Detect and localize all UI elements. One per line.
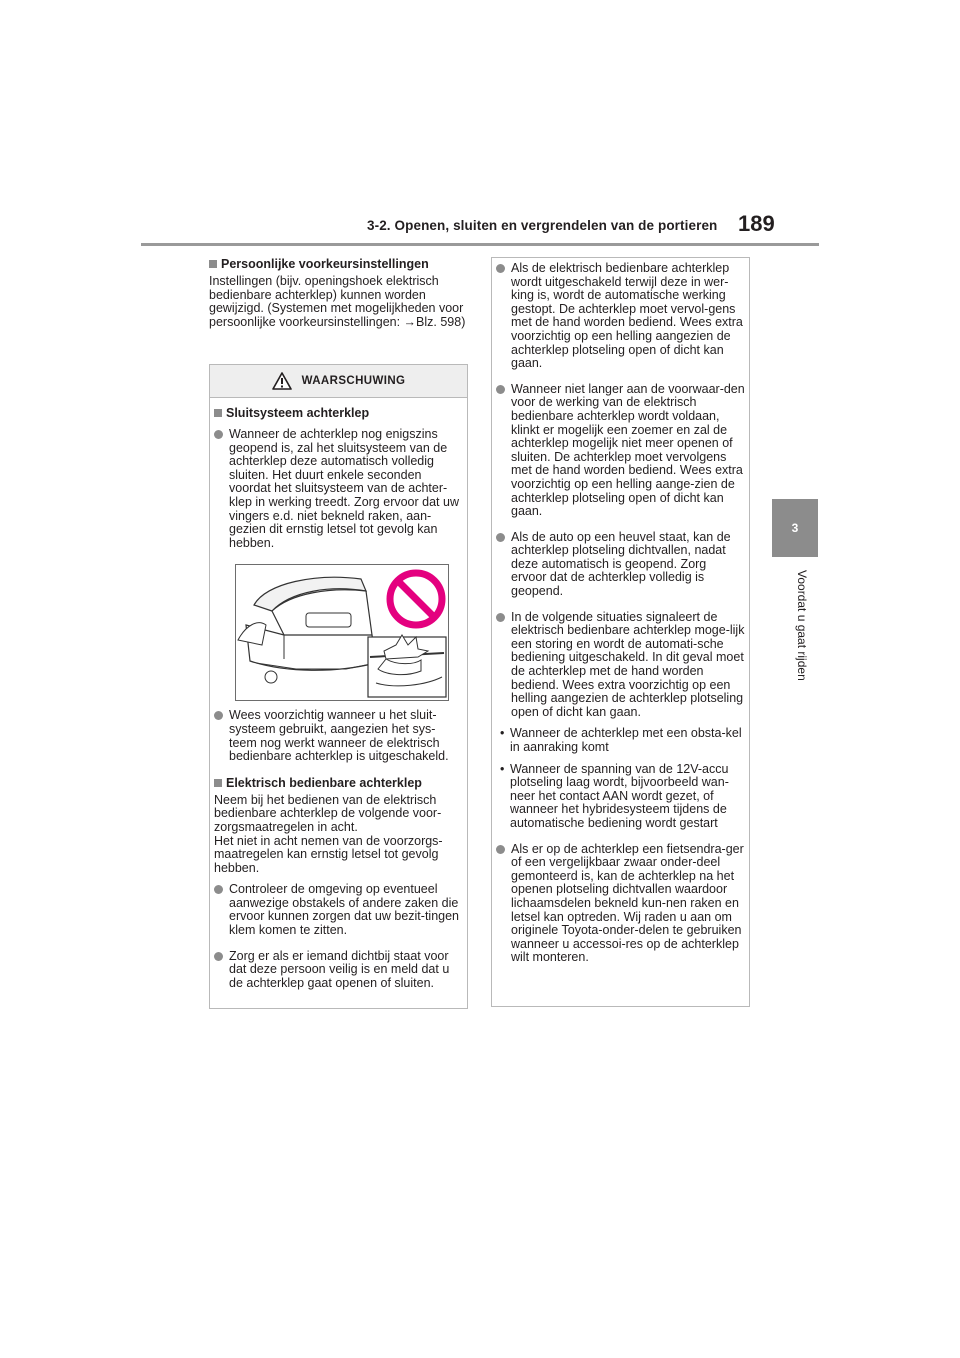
- round-bullet-icon: [496, 264, 505, 273]
- warning-title: WAARSCHUWING: [301, 375, 406, 387]
- square-bullet-icon: [214, 779, 222, 787]
- sub-list-item: • Wanneer de achterklep met een obsta-kel in aanraking komt: [500, 726, 742, 754]
- tailgate-closing-illustration: [236, 565, 448, 700]
- square-bullet-icon: [214, 409, 222, 417]
- round-bullet-icon: [496, 845, 505, 854]
- warning-box-continued: [491, 257, 750, 1007]
- square-bullet-icon: [209, 260, 217, 268]
- round-bullet-icon: [214, 711, 223, 720]
- section-heading: Elektrisch bedienbare achterklep: [214, 776, 463, 790]
- list-item: Als de elektrisch bedienbare achterklep wordt uitgeschakeld terwijl deze in wer-king is, wordt de automatische werking gestopt. De achterklep moet vervol-gens met de hand worden bediend. Wees extra voorzichtig op een helling aangezien de achterklep plotseling open of dicht kan gaan.: [496, 262, 745, 371]
- round-bullet-icon: [496, 533, 505, 542]
- warning-box: [209, 364, 468, 1009]
- list-item: Als de auto op een heuvel staat, kan de achterklep plotseling dichtvallen, nadat deze automatisch is geopend. Zorg ervoor dat de achterklep volledig is geopend.: [496, 531, 745, 599]
- header-divider: [141, 243, 819, 246]
- small-bullet-icon: •: [500, 761, 505, 776]
- small-bullet-icon: •: [500, 726, 505, 741]
- section-heading: Sluitsysteem achterklep: [214, 406, 463, 420]
- list-item: In de volgende situaties signaleert de elektrisch bedienbare achterklep moge-lijk een storing en wordt de automati-sche bediening uitgeschakeld. In dit geval moet de achterklep met de hand worden bediend. Wees extra voorzichtig op een helling aangezien de achterklep plotseling open of dicht kan gaan.: [496, 611, 745, 720]
- page-number: 189: [738, 211, 775, 236]
- list-item: Wees voorzichtig wanneer u het sluit-systeem gebruikt, aangezien het sys-teem nog werkt wanneer de elektrisch bedienbare achterklep is uitgeschakeld.: [214, 709, 463, 763]
- round-bullet-icon: [214, 885, 223, 894]
- chapter-tab: 3: [772, 499, 818, 557]
- warning-header: [210, 365, 467, 398]
- round-bullet-icon: [496, 613, 505, 622]
- running-header: 3-2. Openen, sluiten en vergrendelen van de portieren: [367, 218, 718, 233]
- sub-list-item: • Wanneer de spanning van de 12V-accu plotseling laag wordt, bijvoorbeeld wan-neer het contact AAN wordt gezet, of wanneer het hybridesysteem tijdens de automatische bediening wordt gestart: [500, 761, 729, 830]
- personal-settings-section: [209, 257, 471, 329]
- warning-triangle-icon: [272, 372, 292, 390]
- section-text: Neem bij het bedienen van de elektrisch bedienbare achterklep de volgende voor-zorgsmaatregelen in acht. Het niet in acht nemen van de voorzorgs-maatregelen kan ernstig letsel tot gevolg hebben.: [214, 792, 443, 875]
- list-item: Wanneer de achterklep nog enigszins geopend is, zal het sluitsysteem van de achterklep deze automatisch volledig sluiten. Het duurt enkele seconden voordat het sluitsysteem van de achter-klep in werking treedt. Zorg ervoor dat uw vingers e.d. niet bekneld raken, aan-gezien dit ernstig letsel tot gevolg kan hebben.: [214, 428, 463, 550]
- section-heading: Persoonlijke voorkeursinstellingen: [209, 257, 471, 271]
- list-item: Zorg er als er iemand dichtbij staat voor dat deze persoon veilig is en meld dat u de achterklep gaat openen of sluiten.: [214, 950, 463, 991]
- tailgate-illustration: [235, 564, 449, 701]
- section-text: Instellingen (bijv. openingshoek elektrisch bedienbare achterklep) kunnen worden gewijzigd. (Systemen met mogelijkheden voor persoonlijke voorkeursinstellingen: →Blz. 598): [209, 274, 466, 329]
- list-item: Controleer de omgeving op eventueel aanwezige obstakels of andere zaken die ervoor kunnen zorgen dat uw bezit-tingen klem komen te zitten.: [214, 883, 463, 937]
- list-item: Als er op de achterklep een fietsendra-ger of een vergelijkbaar zwaar onder-deel gemonteerd is, kan de achterklep na het openen plotseling dichtvallen waardoor lichaamsdelen bekneld kun-nen raken en letsel kan optreden. Wij raden u aan om originele Toyota-onder-delen te gebruiken wanneer u accessoi-res op de achterklep wilt monteren.: [496, 843, 745, 965]
- list-item: Wanneer niet langer aan de voorwaar-den voor de werking van de elektrisch bedienbare achterklep wordt voldaan, klinkt er mogelijk een zoemer en zal de achterklep mogelijk niet meer openen of sluiten. De achterklep moet vervolgens met de hand worden bediend. Wees extra voorzichtig op een helling aange-zien de achterklep plotseling open of dicht kan gaan.: [496, 383, 745, 519]
- round-bullet-icon: [214, 952, 223, 961]
- round-bullet-icon: [496, 385, 505, 394]
- chapter-label: Voordat u gaat rijden: [795, 570, 809, 681]
- round-bullet-icon: [214, 430, 223, 439]
